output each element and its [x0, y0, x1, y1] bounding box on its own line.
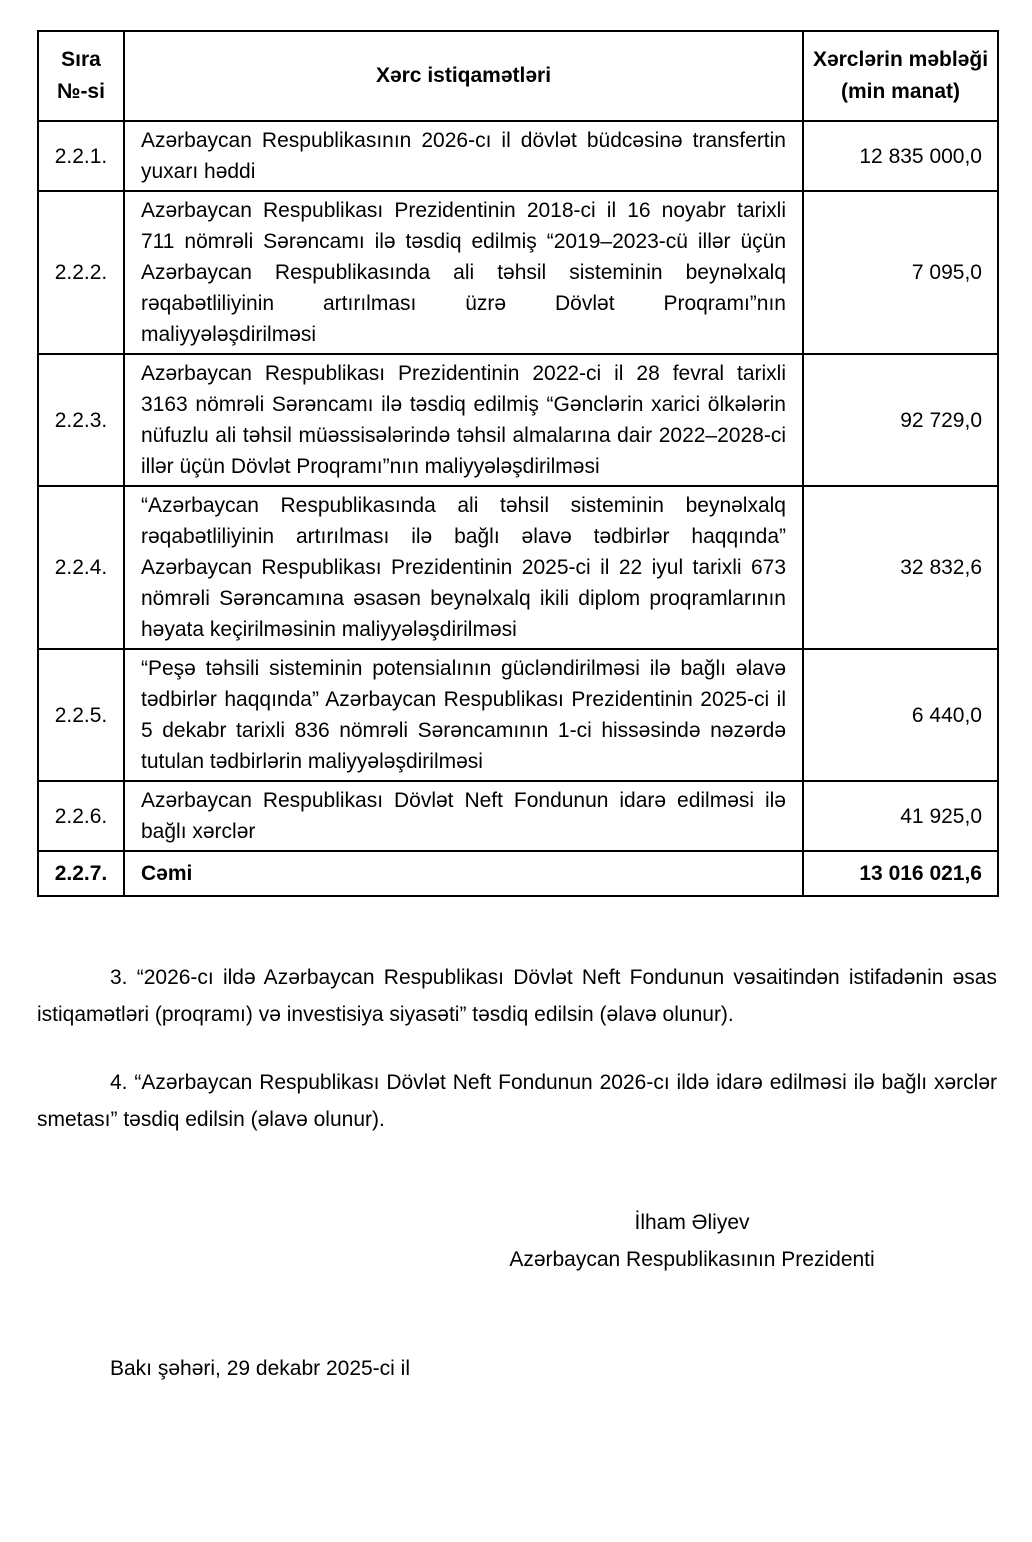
expense-direction-cell: Azərbaycan Respublikası Prezidentinin 2022-ci il 28 fevral tarixli 3163 nömrəli Sərəncamı ilə təsdiq edilmiş “Gənclərin xarici ölkələrin nüfuzlu ali təhsil müəssisələrində təhsil almalarına dair 2022–2028-ci illər üçün Dövlət Proqramı”nın maliyyələşdirilməsi: [124, 354, 803, 486]
paragraph-4: 4. “Azərbaycan Respublikası Dövlət Neft Fondunun 2026-cı ildə idarə edilməsi ilə bağlı xərclər smetası” təsdiq edilsin (əlavə olunur).: [37, 1071, 997, 1131]
header-expense-amount: Xərclərin məbləği (min manat): [803, 31, 998, 121]
row-number-cell: 2.2.7.: [38, 851, 124, 896]
table-row: [38, 121, 998, 191]
expense-table-header: [38, 31, 998, 121]
amount-cell: 41 925,0: [803, 781, 998, 851]
expense-direction-cell: Azərbaycan Respublikasının 2026-cı il dövlət büdcəsinə transfertin yuxarı həddi: [124, 121, 803, 191]
table-row: [38, 649, 998, 781]
amount-cell: 6 440,0: [803, 649, 998, 781]
row-number-cell: 2.2.5.: [38, 649, 124, 781]
table-row: [38, 191, 998, 354]
row-number-cell: 2.2.4.: [38, 486, 124, 649]
expense-table-body: [38, 121, 998, 896]
total-label-cell: Cəmi: [124, 851, 803, 896]
table-row: [38, 486, 998, 649]
table-row-total: [38, 851, 998, 896]
table-row: [38, 781, 998, 851]
header-row: [38, 31, 998, 121]
row-number-cell: 2.2.2.: [38, 191, 124, 354]
expense-table: [37, 30, 999, 897]
table-row: [38, 354, 998, 486]
signer-title: Azərbaycan Respublikasının Prezidenti: [509, 1248, 875, 1271]
expense-direction-cell: “Peşə təhsili sisteminin potensialının gücləndirilməsi ilə bağlı əlavə tədbirlər haqqında” Azərbaycan Respublikası Prezidentinin 2025-ci il 5 dekabr tarixli 836 nömrəli Sərəncamının 1-ci hissəsində nəzərdə tutulan tədbirlərin maliyyələşdirilməsi: [124, 649, 803, 781]
expense-direction-cell: Azərbaycan Respublikası Prezidentinin 2018-ci il 16 noyabr tarixli 711 nömrəli Sərəncamı ilə təsdiq edilmiş “2019–2023-cü illər üçün Azərbaycan Respublikasında ali təhsil sisteminin beynəlxalq rəqabətliliyinin artırılması üzrə Dövlət Proqramı”nın maliyyələşdirilməsi: [124, 191, 803, 354]
signature-block: [367, 1204, 1017, 1278]
row-number-cell: 2.2.6.: [38, 781, 124, 851]
place-and-date: Bakı şəhəri, 29 dekabr 2025-ci il: [110, 1357, 410, 1380]
amount-cell: 32 832,6: [803, 486, 998, 649]
expense-direction-cell: “Azərbaycan Respublikasında ali təhsil sisteminin beynəlxalq rəqabətliliyinin artırılması ilə bağlı əlavə tədbirlər haqqında” Azərbaycan Respublikası Prezidentinin 2025-ci il 22 iyul tarixli 673 nömrəli Sərəncamına əsasən beynəlxalq ikili diplom proqramlarının həyata keçirilməsinin maliyyələşdirilməsi: [124, 486, 803, 649]
row-number-cell: 2.2.1.: [38, 121, 124, 191]
amount-cell: 92 729,0: [803, 354, 998, 486]
expense-direction-cell: Azərbaycan Respublikası Dövlət Neft Fondunun idarə edilməsi ilə bağlı xərclər: [124, 781, 803, 851]
amount-cell: 7 095,0: [803, 191, 998, 354]
header-expense-directions: Xərc istiqamətləri: [124, 31, 803, 121]
amount-cell: 12 835 000,0: [803, 121, 998, 191]
row-number-cell: 2.2.3.: [38, 354, 124, 486]
paragraph-3: 3. “2026-cı ildə Azərbaycan Respublikası Dövlət Neft Fondunun vəsaitindən istifadənin əsas istiqamətləri (proqramı) və investisiya siyasəti” təsdiq edilsin (əlavə olunur).: [37, 966, 997, 1026]
header-serial-number: Sıra №-si: [38, 31, 124, 121]
signer-name: İlham Əliyev: [634, 1211, 750, 1234]
total-amount-cell: 13 016 021,6: [803, 851, 998, 896]
